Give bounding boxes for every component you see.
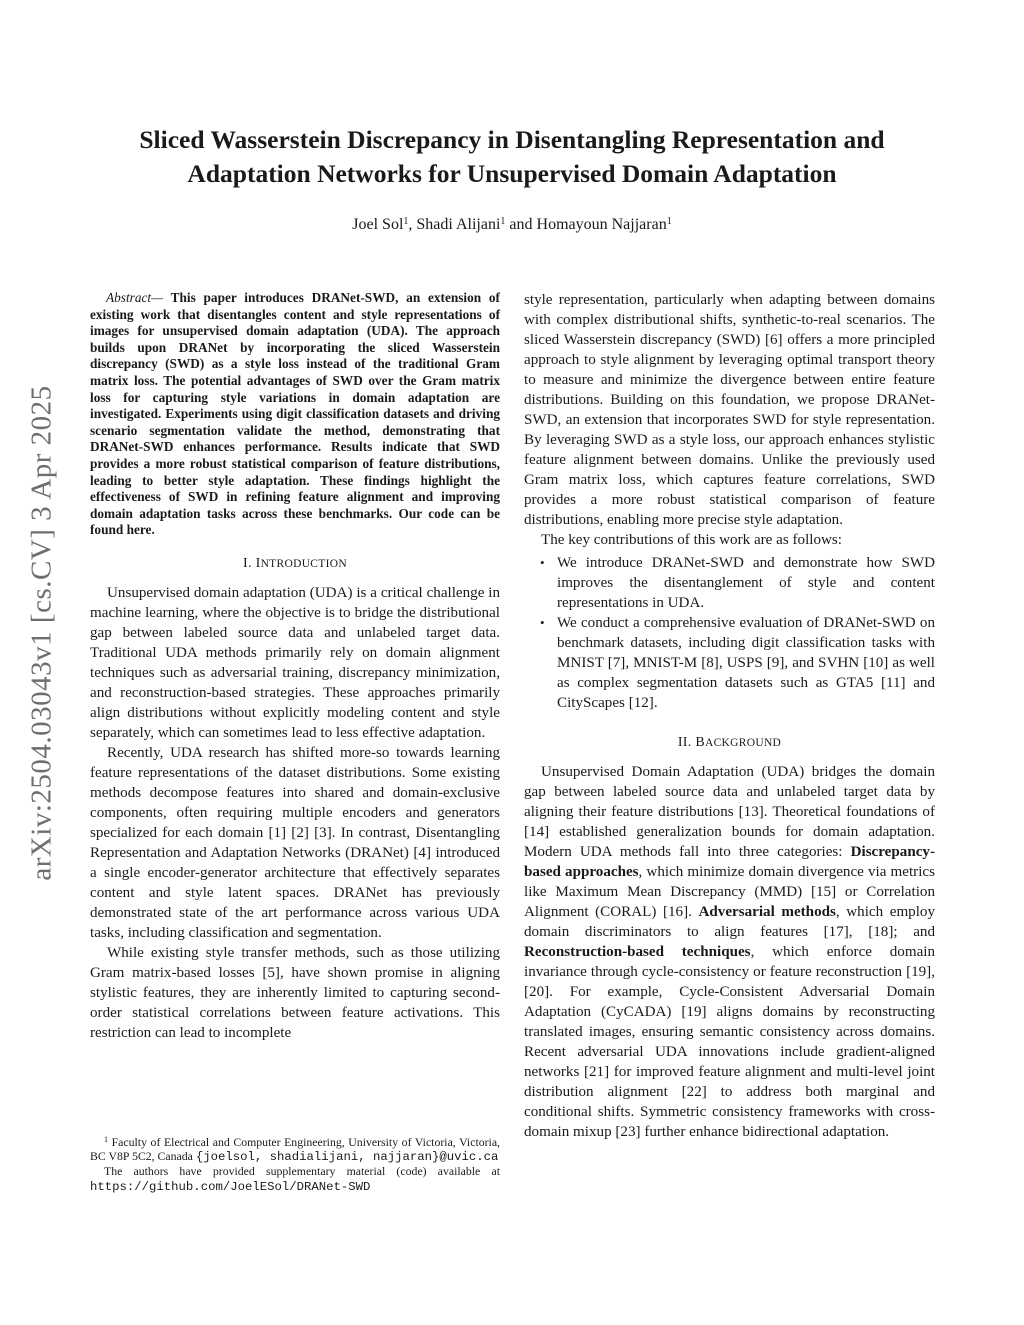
paper-title-line-1: Sliced Wasserstein Discrepancy in Disentangling Representation and (139, 125, 885, 154)
author-list (80, 216, 944, 234)
section-heading-background (524, 735, 935, 751)
bullet-icon: • (540, 615, 545, 630)
section-heading-rest: ACKGROUND (704, 737, 782, 749)
author-affiliation-mark: 1 (403, 216, 409, 227)
intro-paragraph: Recently, UDA research has shifted more-so towards learning feature representations of the dataset distributions. Some existing methods decompose features into shared and domain-exclusive components, often requiring multiple encoders and generators specialized for each domain [1] [2] [3]. In contrast, Disentangling Representation and Adaptation Networks (DRANet) [4] introduced a single encoder-generator architecture that effectively separates content and style latent spaces. DRANet has previously demonstrated state of the art performance across various UDA tasks, including classification and segmentation. (90, 744, 500, 941)
abstract-label: Abstract (106, 290, 152, 305)
background-text: , which employ domain discriminators to align features [17], [18]; and (524, 904, 936, 940)
paper-title-line-2: Adaptation Networks for Unsupervised Domain Adaptation (187, 159, 837, 188)
contribution-text: We conduct a comprehensive evaluation of DRANet-SWD on benchmark datasets, including digit classification tasks with MNIST [7], MNIST-M [8], USPS [9], and SVHN [10] as well as complex segmentation datasets such as GTA5 [11] and CityScapes [12]. (557, 615, 935, 711)
background-bold-term: Reconstruction-based techniques (524, 944, 751, 960)
section-heading-initial: I (255, 555, 261, 571)
abstract-dash: — (151, 290, 171, 305)
footnote-mark: 1 (104, 1135, 108, 1144)
list-item (524, 553, 935, 613)
section-numeral: I. (243, 555, 256, 571)
affiliation-text: Faculty of Electrical and Computer Engineering, University of Victoria, Victoria, BC V8P 5C2, Canada (90, 1135, 501, 1164)
section-heading-initial: B (695, 735, 705, 750)
background-text: Unsupervised Domain Adaptation (UDA) bridges the domain gap between labeled source data and unlabeled target data by aligning their feature distributions [13]. Theoretical foundations of [14] established generalization bounds for domain adaptation. Modern UDA methods fall into three categories: (524, 764, 935, 860)
section-numeral: II. (677, 735, 696, 750)
background-paragraph (524, 762, 935, 1142)
code-link[interactable]: https://github.com/JoelESol/DRANet-SWD (90, 1179, 371, 1194)
abstract-text: This paper introduces DRANet-SWD, an extension of existing work that disentangles content and style representations of images for unsupervised domain adaptation (UDA). The approach builds upon DRANet by incorporating the sliced Wasserstein discrepancy (SWD) as a style loss instead of the traditional Gram matrix loss. The potential advantages of SWD over the Gram matrix loss for capturing style variations in domain adaptation are investigated. Experiments using digit classification datasets and driving scenario segmentation validate the method, demonstrating that DRANet-SWD enhances performance. Results indicate that SWD provides a more robust statistical comparison of feature distributions, leading to better style adaptation. These findings highlight the effectiveness of SWD in refining feature alignment and improving domain adaptation tasks across these benchmarks. Our code can be found here. (90, 290, 500, 538)
author-separator: and (505, 216, 537, 233)
left-column (90, 290, 500, 1043)
background-text: , which minimize domain divergence via metrics like Maximum Mean Discrepancy (MMD) [15] or Correlation Alignment (CORAL) [16]. (524, 864, 935, 920)
bullet-icon: • (540, 555, 545, 570)
section-heading-rest: NTRODUCTION (260, 557, 347, 570)
supplementary-text: The authors have provided supplementary material (code) available at (104, 1164, 500, 1179)
arxiv-identifier: arXiv:2504.03043v1 [cs.CV] 3 Apr 2025 (25, 385, 58, 881)
abstract (90, 290, 500, 539)
contributions-intro: The key contributions of this work are as follows: (541, 532, 842, 548)
right-column (524, 290, 935, 1142)
intro-paragraph: Unsupervised domain adaptation (UDA) is a critical challenge in machine learning, where the objective is to bridge the distributional gap between labeled source data and unlabeled target data. Traditional UDA methods primarily rely on domain alignment techniques such as adversarial training, discrepancy minimization, and reconstruction-based strategies. These approaches primarily align distributions without explicitly modeling content and style separately, which can sometimes lead to less effective adaptation. (90, 584, 500, 741)
footnotes (90, 1133, 500, 1194)
intro-continuation-paragraph: style representation, particularly when adapting between domains with complex distributional shifts, synthetic-to-real scenarios. The sliced Wasserstein discrepancy (SWD) [6] offers a more principled approach to style alignment by leveraging optimal transport theory to measure and minimize the divergence between entire feature distributions. Building on this foundation, we propose DRANet-SWD, an extension that incorporates SWD for style representation. By leveraging SWD as a style loss, our approach enhances stylistic feature alignment between domains. Unlike the previously used Gram matrix loss, which captures feature correlations, SWD provides a more robust statistical comparison of feature distributions, enabling more precise style adaptation. (524, 292, 935, 528)
section-heading-introduction (90, 556, 500, 572)
author-separator: , (408, 216, 417, 233)
author-name: Shadi Alijani (416, 216, 501, 233)
background-bold-term: Adversarial methods (698, 904, 836, 920)
background-text: , which enforce domain invariance through cycle-consistency or feature reconstruction [19], [20]. For example, Cycle-Consistent Adversarial Domain Adaptation (CyCADA) [19] aligns domains by reconstructing translated images, ensuring semantic consistency across domains. Recent adversarial UDA innovations include gradient-aligned networks [21] for improved feature alignment and multi-level joint distribution alignment [22] to address both marginal and conditional shifts. Symmetric consistency frameworks with cross-domain mixup [23] further enhance bidirectional adaptation. (524, 944, 936, 1140)
paper-title (80, 123, 944, 191)
author-name: Homayoun Najjaran (536, 216, 667, 233)
list-item (524, 613, 935, 713)
intro-paragraph: While existing style transfer methods, such as those utilizing Gram matrix-based losses [5], have shown promise in aligning stylistic features, they are inherently limited to capturing second-order statistical correlations between feature activations. This restriction can lead to incomplete (90, 944, 500, 1041)
author-affiliation-mark: 1 (666, 216, 672, 227)
affiliation-footnote (90, 1133, 500, 1164)
background-bold-term: Discrepancy-based approaches (524, 844, 935, 880)
author-affiliation-mark: 1 (500, 216, 506, 227)
author-emails[interactable]: {joelsol, shadialijani, najjaran}@uvic.ca (195, 1150, 499, 1165)
author-name: Joel Sol (352, 216, 404, 233)
supplementary-footnote (90, 1164, 500, 1193)
contributions-list (524, 553, 935, 713)
contribution-text: We introduce DRANet-SWD and demonstrate how SWD improves the disentanglement of style and content representations in UDA. (557, 555, 935, 611)
